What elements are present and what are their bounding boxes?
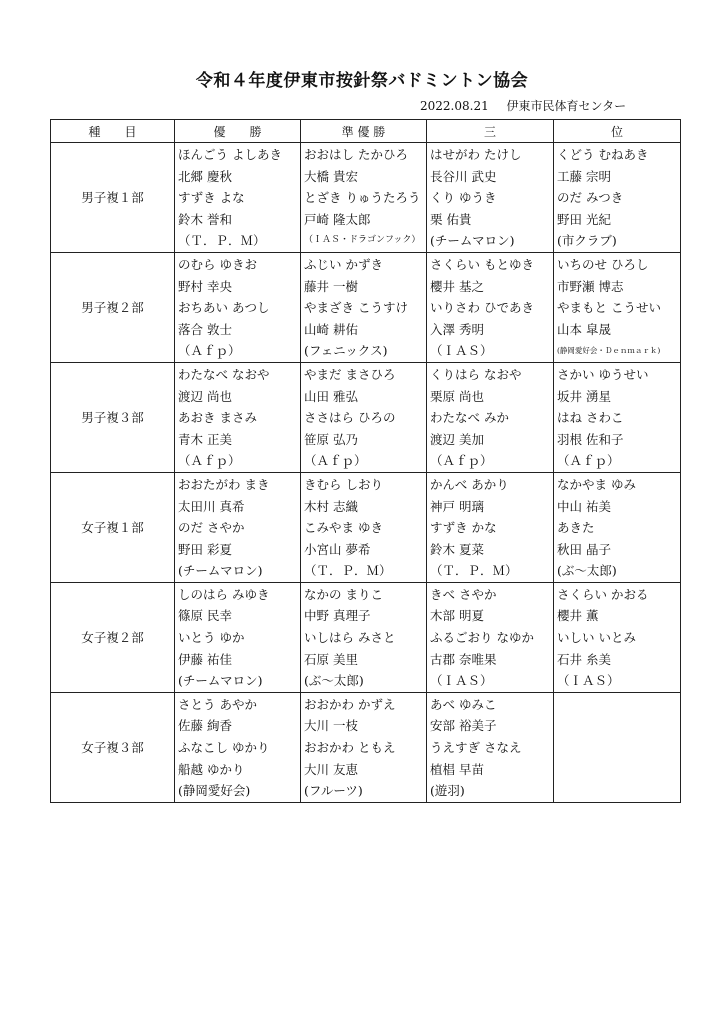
player-name: 大川 友恵	[304, 761, 358, 777]
team-name: （ＩＡＳ）	[430, 673, 493, 689]
table-row	[51, 362, 681, 472]
team-name: （ＩＡＳ・ドラゴンフック）	[304, 235, 421, 246]
result-cell-champion	[175, 143, 301, 253]
table-row	[51, 692, 681, 802]
player-name: 古郡 奈唯果	[430, 651, 497, 667]
player-reading: やまだ まさひろ	[304, 366, 396, 382]
header-third: 三	[427, 120, 554, 143]
player-name: 青木 正美	[178, 431, 232, 447]
player-reading: おちあい あつし	[178, 300, 270, 316]
player-name: 野村 幸央	[178, 278, 232, 294]
result-cell-champion	[175, 692, 301, 802]
result-cell-third-a	[427, 252, 554, 362]
player-name: 大橋 貴宏	[304, 168, 358, 184]
page-title: 令和４年度伊東市按針祭バドミントン協会	[195, 71, 529, 91]
player-name: 藤井 一樹	[304, 278, 358, 294]
player-name: 鈴木 誉和	[178, 211, 232, 227]
result-cell-third-b	[554, 692, 681, 802]
result-cell-third-a	[427, 362, 554, 472]
player-name: 神戸 明璃	[430, 498, 484, 514]
player-reading: はせがわ たけし	[430, 147, 522, 162]
event-category: 女子複３部	[51, 692, 175, 802]
event-category: 男子複３部	[51, 362, 175, 472]
team-name: （ＩＡＳ）	[557, 673, 620, 689]
player-name: 山本 皐晟	[557, 321, 611, 337]
player-reading: さとう あやか	[178, 696, 257, 712]
player-name: 工藤 宗明	[557, 168, 611, 184]
player-name: 佐藤 絢香	[178, 718, 232, 734]
table-row	[51, 472, 681, 582]
player-reading: やまざき こうすけ	[304, 300, 408, 316]
team-name: (チームマロン)	[430, 233, 515, 249]
player-name: 栗原 尚也	[430, 388, 484, 404]
team-name: (チームマロン)	[178, 673, 263, 689]
player-name: 羽根 佐和子	[557, 431, 624, 447]
player-reading: さくらい もとゆき	[430, 256, 534, 272]
player-reading: あきた	[557, 520, 595, 536]
player-reading: なかの まりこ	[304, 586, 383, 602]
player-reading: おおかわ かずえ	[304, 696, 396, 712]
player-reading: くどう むねあき	[557, 147, 649, 162]
player-reading: わたなべ なおや	[178, 366, 270, 382]
result-cell-champion	[175, 252, 301, 362]
player-reading: ほんごう よしあき	[178, 147, 282, 162]
result-cell-third-b	[554, 472, 681, 582]
player-reading: わたなべ みか	[430, 410, 509, 426]
team-name: (フェニックス)	[304, 343, 388, 359]
player-name: 山田 雅弘	[304, 388, 358, 404]
result-cell-third-a	[427, 582, 554, 692]
player-reading: さくらい かおる	[557, 586, 649, 602]
empty-line	[557, 694, 680, 716]
player-name: 船越 ゆかり	[178, 761, 245, 777]
player-reading: はね さわこ	[557, 410, 624, 426]
event-venue: 伊東市民体育センター	[506, 99, 627, 113]
result-cell-third-a	[427, 472, 554, 582]
player-reading: おおたがわ まき	[178, 476, 270, 492]
team-name: (静岡愛好会)	[178, 783, 251, 799]
player-name: 木部 明夏	[430, 608, 484, 624]
team-name: (フルーツ)	[304, 783, 363, 799]
player-name: 中野 真理子	[304, 608, 371, 624]
player-reading: ふるごおり なゆか	[430, 630, 534, 646]
event-category: 男子複１部	[51, 143, 175, 253]
player-name: 櫻井 基之	[430, 278, 484, 294]
team-name: （Ａｆｐ）	[178, 343, 241, 359]
player-reading: いりさわ ひであき	[430, 300, 534, 316]
player-name: 山崎 耕佑	[304, 321, 358, 337]
header-champion: 優 勝	[175, 120, 301, 143]
player-name: 市野瀬 博志	[557, 278, 624, 294]
empty-line	[557, 759, 680, 781]
player-name: 野田 彩夏	[178, 541, 232, 557]
player-reading: くり ゆうき	[430, 190, 497, 206]
player-reading: いしはら みさと	[304, 630, 396, 646]
header-row	[51, 120, 681, 143]
team-name: (市クラブ)	[557, 233, 617, 249]
player-reading: おおはし たかひろ	[304, 147, 408, 162]
result-cell-champion	[175, 472, 301, 582]
player-name: 野田 光紀	[557, 211, 611, 227]
result-cell-champion	[175, 362, 301, 472]
player-name: 北郷 慶秋	[178, 168, 232, 184]
player-name: 渡辺 尚也	[178, 388, 232, 404]
player-reading: あべ ゆみこ	[430, 696, 497, 712]
team-name: （Ｔ．Ｐ．Ｍ）	[430, 563, 518, 579]
player-name: 鈴木 夏菜	[430, 541, 484, 557]
event-category: 女子複１部	[51, 472, 175, 582]
player-name: 伊藤 祐佳	[178, 651, 232, 667]
team-name: (遊羽)	[430, 783, 465, 799]
team-name: （Ｔ．Ｐ．Ｍ）	[304, 563, 392, 579]
player-name: 木村 志織	[304, 498, 358, 514]
player-name: 栗 佑貴	[430, 211, 472, 227]
player-name: 安部 裕美子	[430, 718, 497, 734]
player-name: 戸崎 隆太郎	[304, 211, 371, 227]
team-name: （Ａｆｐ）	[557, 453, 620, 469]
player-reading: ふなこし ゆかり	[178, 740, 270, 756]
event-category: 男子複２部	[51, 252, 175, 362]
player-reading: なかやま ゆみ	[557, 476, 636, 492]
result-cell-runner-up	[301, 252, 427, 362]
player-name: 大川 一枝	[304, 718, 358, 734]
player-reading: とざき りゅうたろう	[304, 190, 421, 206]
player-reading: さかい ゆうせい	[557, 366, 649, 382]
player-name: 落合 敦士	[178, 321, 232, 337]
event-category: 女子複２部	[51, 582, 175, 692]
player-reading: くりはら なおや	[430, 366, 522, 382]
player-name: 植椙 早苗	[430, 761, 484, 777]
result-cell-runner-up	[301, 582, 427, 692]
player-name: 渡辺 美加	[430, 431, 484, 447]
player-reading: いしい いとみ	[557, 630, 636, 646]
player-reading: うえすぎ さなえ	[430, 740, 522, 756]
player-reading: すずき よな	[178, 190, 245, 206]
team-name: （Ａｆｐ）	[304, 453, 367, 469]
player-name: 入澤 秀明	[430, 321, 484, 337]
team-name: (チームマロン)	[178, 563, 263, 579]
date-venue	[420, 97, 626, 114]
team-name: （Ａｆｐ）	[430, 453, 493, 469]
player-reading: いとう ゆか	[178, 630, 245, 646]
result-cell-runner-up	[301, 143, 427, 253]
result-cell-champion	[175, 582, 301, 692]
event-date: 2022.08.21	[420, 99, 489, 113]
result-cell-runner-up	[301, 692, 427, 802]
player-reading: すずき かな	[430, 520, 497, 536]
player-name: 坂井 湧星	[557, 388, 611, 404]
team-name: (静岡愛好会・Ｄｅｎｍａｒｋ)	[557, 346, 661, 356]
result-cell-third-b	[554, 582, 681, 692]
player-reading: きむら しおり	[304, 476, 383, 492]
table-row	[51, 143, 681, 253]
result-cell-third-a	[427, 143, 554, 253]
header-runner-up: 準 優 勝	[301, 120, 427, 143]
header-third-place: 位	[554, 120, 681, 143]
result-cell-third-b	[554, 362, 681, 472]
player-name: 長谷川 武史	[430, 168, 497, 184]
player-name: 石原 美里	[304, 651, 358, 667]
player-reading: しのはら みゆき	[178, 586, 270, 602]
table-row	[51, 582, 681, 692]
player-reading: こみやま ゆき	[304, 520, 383, 536]
player-reading: おおかわ ともえ	[304, 740, 396, 756]
player-reading: かんべ あかり	[430, 476, 509, 492]
header-category: 種 目	[51, 120, 175, 143]
empty-line	[557, 780, 680, 802]
player-reading: あおき まさみ	[178, 410, 257, 426]
player-reading: のだ さやか	[178, 520, 245, 536]
player-name: 石井 糸美	[557, 651, 611, 667]
empty-line	[557, 737, 680, 759]
player-name: 秋田 晶子	[557, 541, 611, 557]
result-cell-runner-up	[301, 472, 427, 582]
player-name: 笹原 弘乃	[304, 431, 358, 447]
table-row	[51, 252, 681, 362]
player-reading: ふじい かずき	[304, 256, 383, 272]
player-name: 篠原 民幸	[178, 608, 232, 624]
team-name: (ぶ～太郎)	[557, 563, 617, 579]
team-name: （Ａｆｐ）	[178, 453, 241, 469]
player-reading: きべ さやか	[430, 586, 497, 602]
team-name: (ぶ～太郎)	[304, 673, 364, 689]
team-name: （Ｔ．Ｐ．Ｍ）	[178, 233, 266, 249]
player-reading: のむら ゆきお	[178, 256, 257, 272]
result-cell-third-b	[554, 252, 681, 362]
results-table	[50, 119, 681, 803]
team-name: （ＩＡＳ）	[430, 343, 493, 359]
empty-line	[557, 715, 680, 737]
result-cell-third-a	[427, 692, 554, 802]
player-name: 中山 祐美	[557, 498, 611, 514]
result-cell-runner-up	[301, 362, 427, 472]
player-name: 太田川 真希	[178, 498, 245, 514]
result-cell-third-b	[554, 143, 681, 253]
player-reading: やまもと こうせい	[557, 300, 661, 316]
player-name: 櫻井 薫	[557, 608, 599, 624]
player-reading: いちのせ ひろし	[557, 256, 649, 272]
player-name: 小宮山 夢希	[304, 541, 371, 557]
player-reading: のだ みつき	[557, 190, 624, 206]
player-reading: ささはら ひろの	[304, 410, 396, 426]
